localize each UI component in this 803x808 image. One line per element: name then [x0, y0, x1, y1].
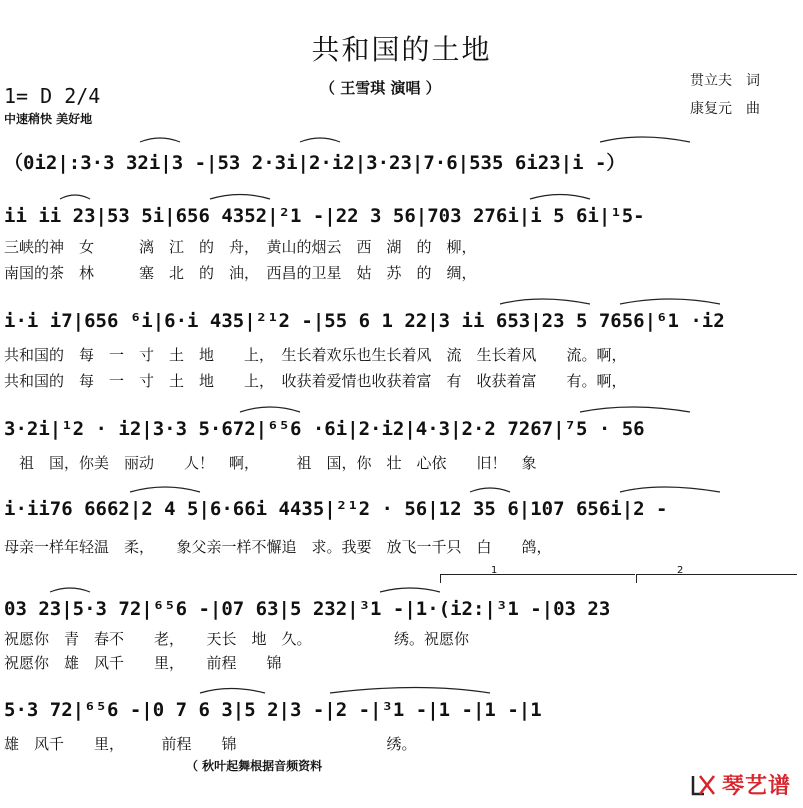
notation-line: 3·2i|¹2 · i2|3·3 5·672|⁶⁵6 ·6i|2·i2|4·3|2·2 7267|⁷5 · 56 [4, 418, 645, 440]
lyric-line: 南国的茶 林 塞 北 的 油， 西昌的卫星 姑 苏 的 绸， [4, 264, 477, 282]
second-ending-label: 2 [677, 565, 684, 576]
lyric-line: 共和国的 每 一 寸 土 地 上， 收获着爱情也收获着富 有 收获着富 有。啊， [4, 372, 627, 390]
watermark-logo [690, 769, 791, 800]
lyric-line: 祝愿你 青 春不 老， 天长 地 久。 绣。祝愿你 [4, 630, 470, 648]
watermark-icon [690, 772, 718, 798]
lyric-line: 共和国的 每 一 寸 土 地 上， 生长着欢乐也生长着风 流 生长着风 流。啊， [4, 346, 627, 364]
page-title: 共和国的土地 [311, 33, 492, 66]
composer-credit: 康复元 曲 [690, 101, 760, 117]
notation-line: 5·3 72|⁶⁵6 -|0 7 6 3|5 2|3 -|2 -|³1 -|1 -|1 -|1 [4, 699, 542, 721]
key-signature: 1= D 2/4 [4, 84, 101, 108]
lyric-line: 母亲一样年轻温 柔， 象父亲一样不懈追 求。我要 放飞一千只 白 鸽， [4, 538, 552, 556]
watermark-text: 琴艺谱 [721, 774, 791, 799]
notation-line: ii ii 23|53 5i|656 4352|²1 -|22 3 56|703 276i|i 5 6i|¹5- [4, 205, 645, 227]
lyric-line: 祝愿你 雄 风千 里， 前程 锦 [4, 654, 282, 672]
source-footnote: （ 秋叶起舞根据音频资料 [186, 759, 323, 773]
lyric-line: 三峡的神 女 漓 江 的 舟， 黄山的烟云 西 湖 的 柳， [4, 238, 477, 256]
notation-line: （0i2|:3·3 32i|3 -|53 2·3i|2·i2|3·23|7·6|535 6i23|i -） [4, 152, 626, 174]
singer-credit: （ 王雪琪 演唱 ） [320, 79, 441, 97]
lyricist-credit: 贯立夫 词 [690, 73, 760, 89]
lyric-line: 祖 国，你美 丽动 人！ 啊， 祖 国，你 壮 心依 旧！ 象 [4, 454, 537, 472]
notation-line: 03 23|5·3 72|⁶⁵6 -|07 63|5 232|³1 -|1·(i2:|³1 -|03 23 [4, 598, 611, 620]
lyric-line: 雄 风千 里， 前程 锦 绣。 [4, 735, 417, 753]
first-ending-label: 1 [491, 565, 498, 576]
tempo-marking: 中速稍快 美好地 [4, 112, 93, 126]
notation-line: i·ii76 6662|2 4 5|6·66i 4435|²¹2 · 56|12 35 6|107 656i|2 - [4, 498, 668, 520]
first-ending-bracket [440, 565, 635, 583]
notation-line: i·i i7|656 ⁶i|6·i 435|²¹2 -|55 6 1 22|3 ii 653|23 5 7656|⁶1 ·i2 [4, 310, 725, 332]
second-ending-bracket [636, 565, 797, 583]
